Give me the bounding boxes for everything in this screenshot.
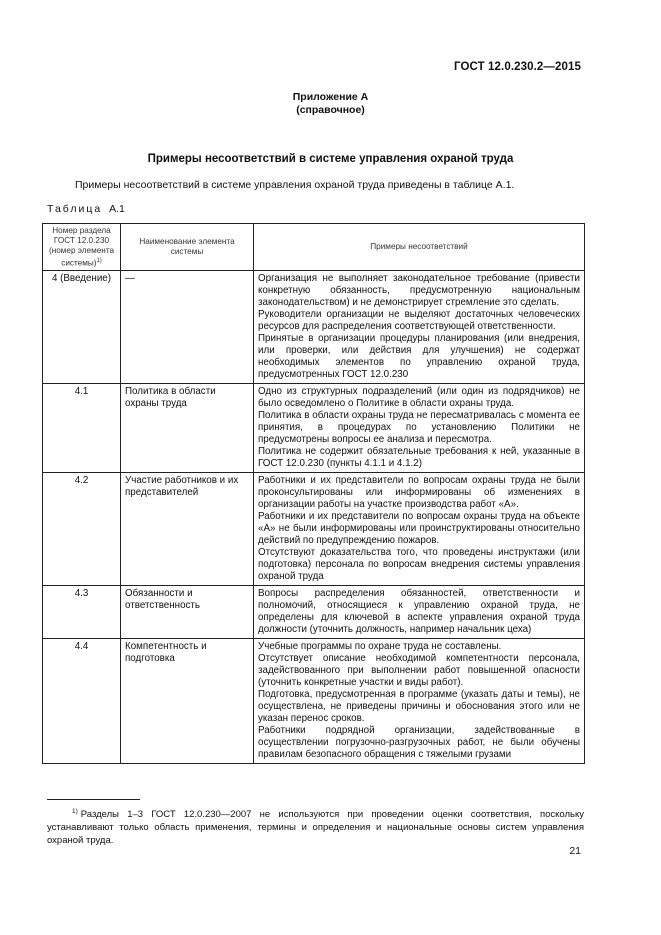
table-label-word: Таблица — [47, 203, 103, 215]
example-item: Вопросы распределения обязанностей, ответственности и полномочий, относящиеся к управлению охраной труда, не определены для ключевой в аспекте управления охраной труда должности (уточнить должность, например начальник цеха) — [258, 588, 580, 635]
row-section-number: 4.4 — [43, 639, 121, 764]
header-element-name: Наименование элемента системы — [121, 224, 254, 271]
example-item: Работники подрядной организации, задействованные в осуществлении погрузочно-разгрузочных работ, не были обучены правилам безопасного обращения с тяжелыми грузами — [258, 725, 580, 760]
row-examples — [254, 271, 585, 384]
example-item: Подготовка, предусмотренная в программе (указать даты и темы), не осуществлена, не приведены причины и обоснования этого или не указан перенос сроков. — [258, 689, 580, 724]
example-item: Учебные программы по охране труда не составлены. — [258, 641, 502, 652]
table-label-number: А.1 — [109, 203, 125, 215]
example-item: Организация не выполняет законодательное требование (привести конкретную обязанность, предусмотренную национальным законодательством) и не демонстрирует стремление это сделать. — [258, 273, 580, 308]
row-element-name: Обязанности и ответственность — [121, 586, 254, 639]
table-row — [43, 271, 585, 384]
table-label — [47, 203, 125, 215]
footnote — [47, 805, 584, 847]
section-title: Примеры несоответствий в системе управления охраной труда — [147, 153, 514, 165]
table-row — [43, 586, 585, 639]
page-number: 21 — [569, 845, 581, 857]
example-item: Работники и их представители по вопросам охраны труда на объекте «А» не были информированы или проинструктированы относительно действий по предупреждению пожаров. — [258, 511, 580, 546]
header-examples: Примеры несоответствий — [254, 224, 585, 271]
example-item: Принятые в организации процедуры планирования (или внедрения, или проверки, или действия для улучшения) не содержат необходимых элементов по управлению охраной труда, предусмотренных ГОСТ 12.0.230 — [258, 333, 580, 380]
intro-paragraph: Примеры несоответствий в системе управления охраной труда приведены в таблице А.1. — [75, 179, 515, 191]
example-item: Отсутствуют доказательства того, что проведены инструктажи (или подготовка) персонала по вопросам внедрения системы управления охраной труда — [258, 547, 580, 582]
header-section-number: Номер раздела ГОСТ 12.0.230 (номер элемента системы)$^{1)}$ — [43, 224, 121, 271]
row-examples — [254, 586, 585, 639]
row-section-number: 4.1 — [43, 384, 121, 473]
row-examples — [254, 639, 585, 764]
row-section-number: 4 (Введение) — [43, 271, 121, 384]
footnote-text: Разделы 1–3 ГОСТ 12.0.230—2007 не используются при проведении оценки соответствия, поскольку устанавливают только область применения, термины и определения и национальные основы систем управления охраной труда. — [47, 809, 584, 847]
standard-code: ГОСТ 12.0.230.2—2015 — [454, 61, 581, 73]
example-item: Политика не содержит обязательные требования к ней, указанные в ГОСТ 12.0.230 (пункты 4.1.1 и 4.1.2) — [258, 446, 580, 469]
footnote-ref: 1) — [96, 257, 102, 264]
nonconformity-table — [42, 223, 585, 764]
row-element-name: Участие работников и их представителей — [121, 473, 254, 586]
row-examples — [254, 384, 585, 473]
example-item: Отсутствует описание необходимой компетентности персонала, задействованного при выполнении работ повышенной опасности (уточнить конкретные участки и виды работ). — [258, 653, 580, 688]
example-item: Одно из структурных подразделений (или один из подрядчиков) не было осведомлено о Политике в области охраны труда. — [258, 386, 580, 409]
example-item: Руководители организации не выделяют достаточных человеческих ресурсов для распределения соответствующей ответственности. — [258, 309, 580, 332]
row-element-name: Компетентность и подготовка — [121, 639, 254, 764]
row-element-name: — — [121, 271, 254, 384]
table-row — [43, 384, 585, 473]
example-item: Политика в области охраны труда не пересматривалась с момента ее принятия, в процедурах по установлению Политики не предусмотрены вопросы ее анализа и пересмотра. — [258, 410, 580, 445]
table-row — [43, 473, 585, 586]
row-section-number: 4.2 — [43, 473, 121, 586]
table-row — [43, 639, 585, 764]
row-section-number: 4.3 — [43, 586, 121, 639]
example-item: Работники и их представители по вопросам охраны труда не были проконсультированы или информированы об изменениях в организации работы на участке производства работ «А». — [258, 475, 580, 510]
footnote-mark: 1) — [72, 808, 78, 815]
row-element-name: Политика в области охраны труда — [121, 384, 254, 473]
table-header-row — [43, 224, 585, 271]
footnote-separator — [47, 799, 140, 800]
appendix-subtitle: (справочное) — [296, 104, 365, 116]
row-examples — [254, 473, 585, 586]
appendix-title: Приложение А — [292, 91, 369, 103]
